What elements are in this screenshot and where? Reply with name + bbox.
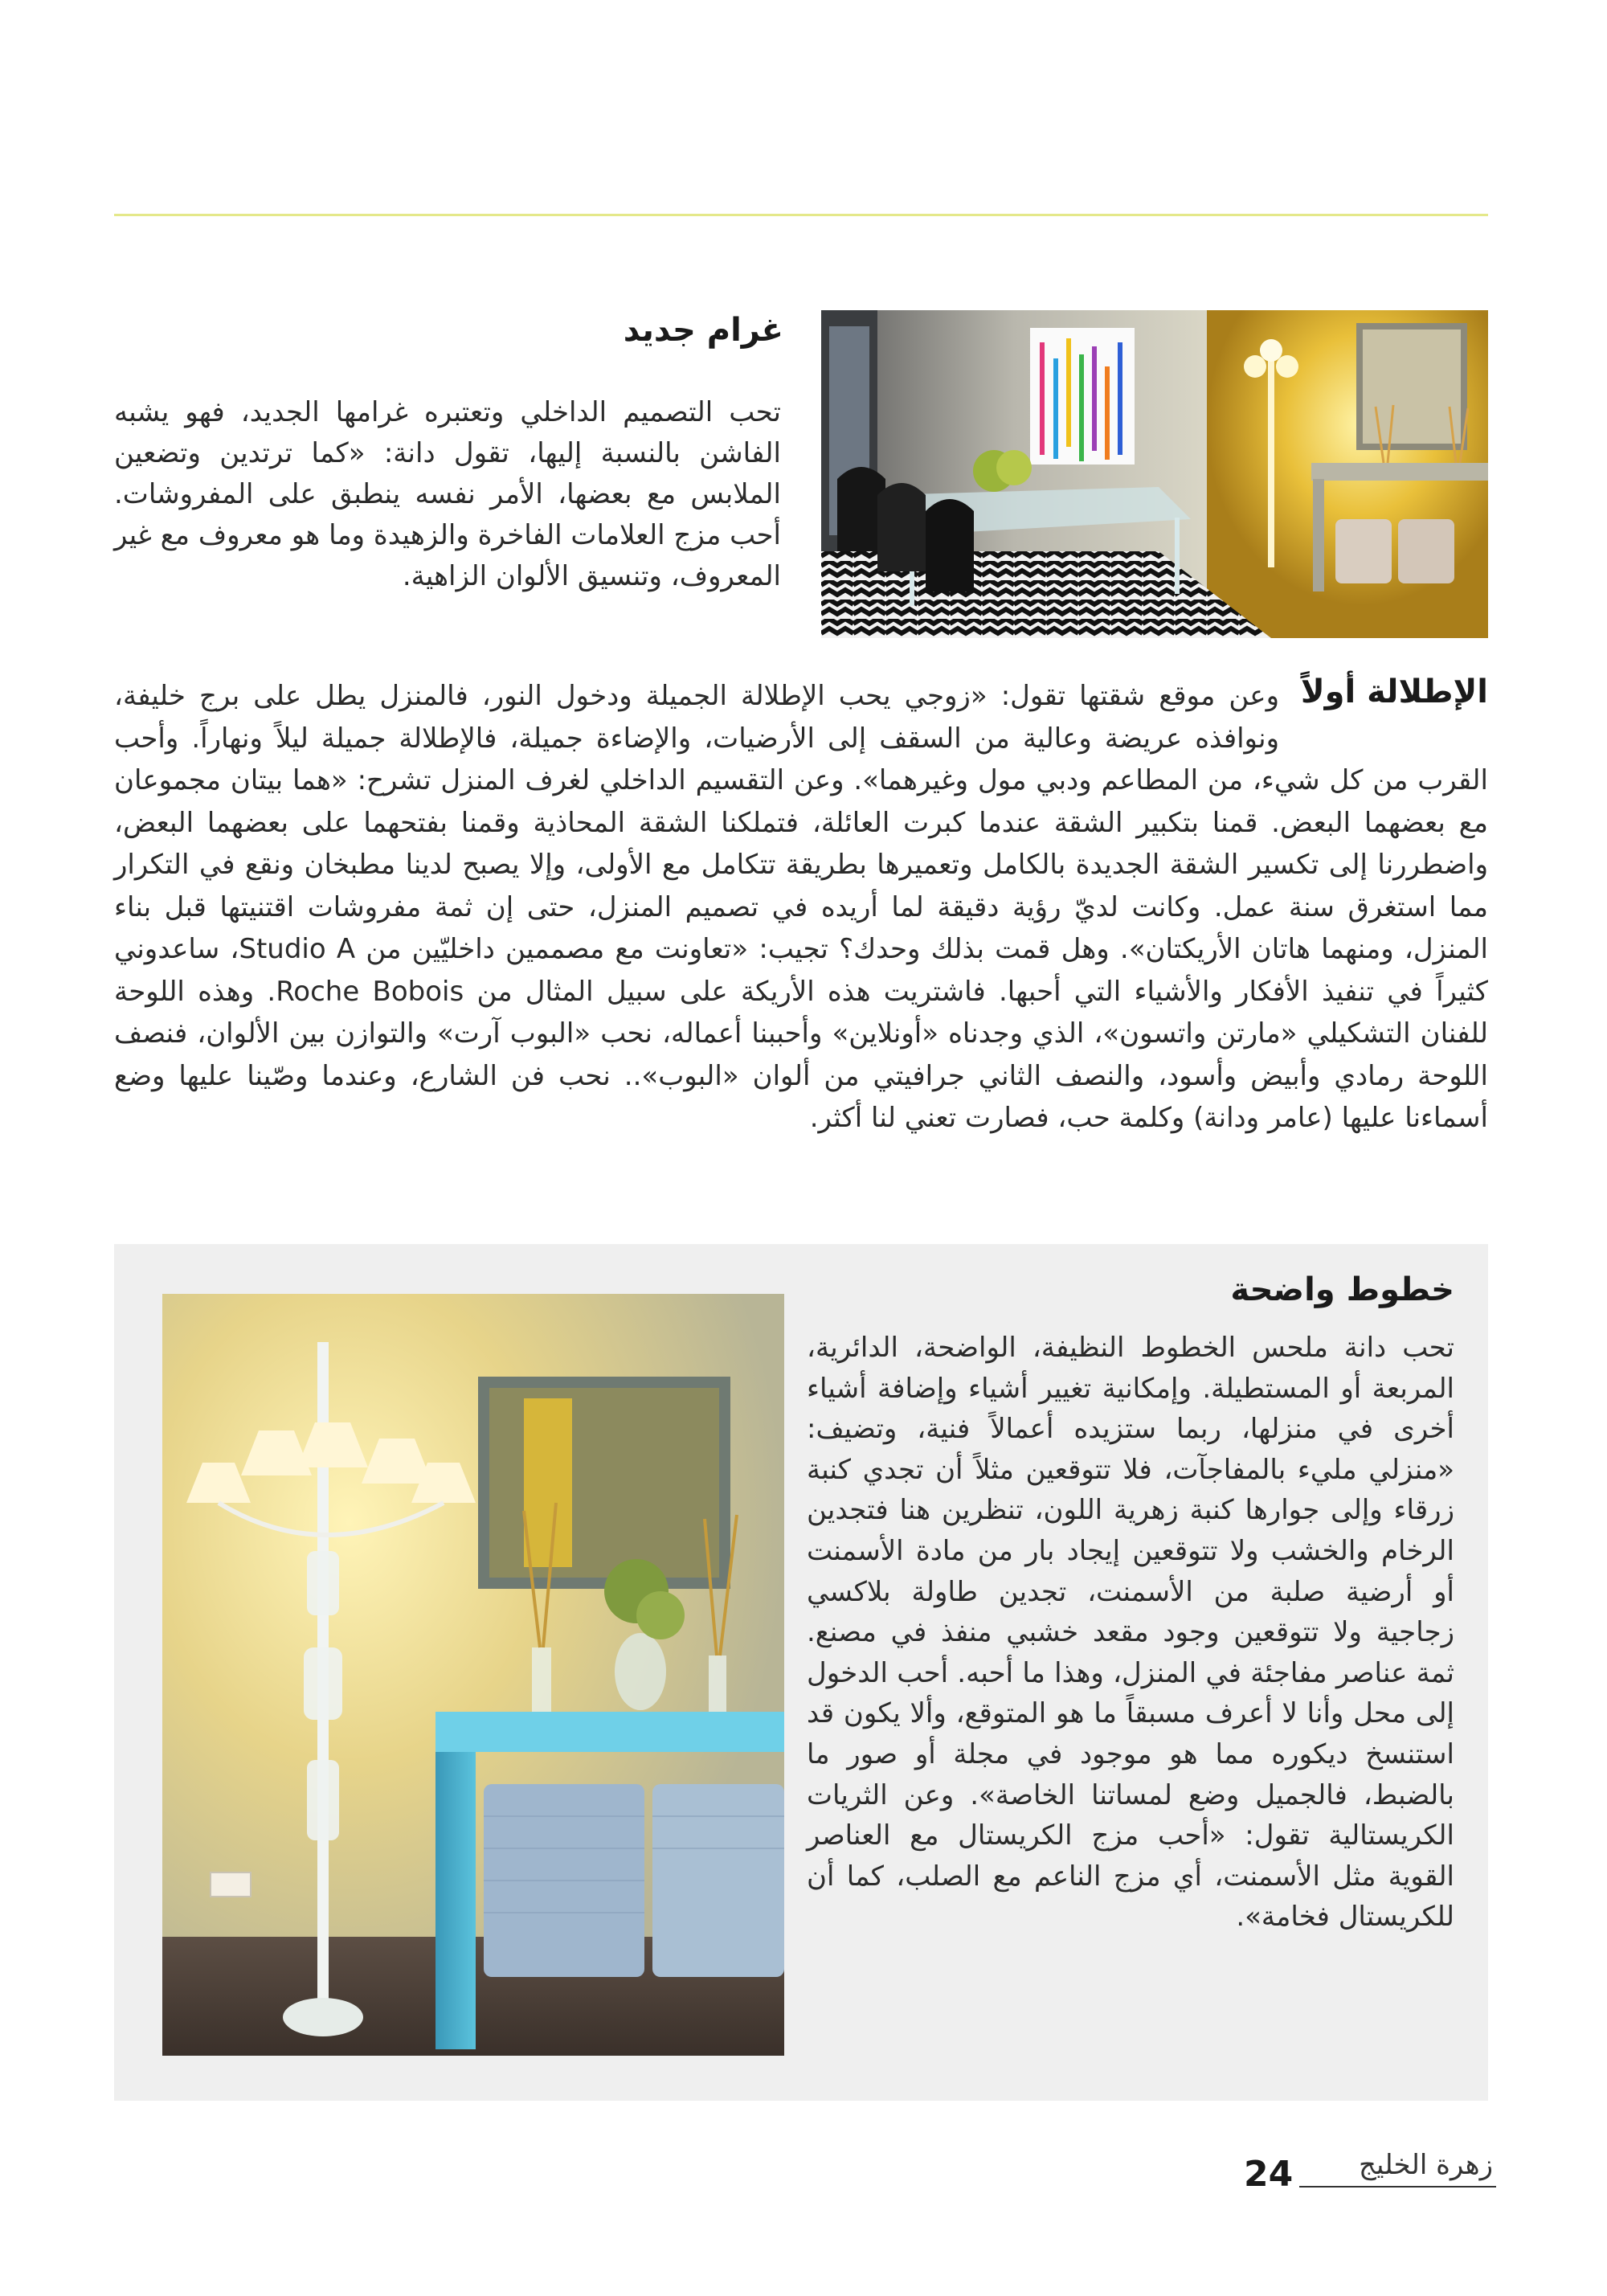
clear-lines-paragraph: تحب دانة ملحس الخطوط النظيفة، الواضحة، الدائرية، المربعة أو المستطيلة. وإمكانية تغيير أشياء وإضافة أشياء أخرى في منزلها، ربما ستزيده أعمالاً فنية، وتضيف: «منزلي مليء بالمفاجآت، فلا تتوقعين مثلاً أن تجدي كنبة زرقاء وإلى جوارها كنبة زهرية اللون، تنظرين هنا فتجدين الرخام والخشب ولا تتوقعين إيجاد بار من مادة الأسمنت أو أرضية صلبة من الأسمنت، تجدين طاولة بلاكسي زجاجية ولا تتوقعين وجود مقعد خشبي منفذ في مصنع. ثمة عناصر مفاجئة في المنزل، وهذا ما أحبه. أحب الدخول إلى محل وأنا لا أعرف مسبقاً ما هو المتوقع، وألا يكون قد استنسخ ديكوره مما هو موجود في مجلة أو صور ما بالضبط، فالجميل وضع لمساتنا الخاصة». وعن الثريات الكريستالية تقول: «أحب مزج الكريستال مع العناصر القوية مثل الأسمنت، أي مزج الناعم مع الصلب، كما أن للكريستال فخامة». <box>807 1332 1454 1934</box>
dining-room-photo <box>821 310 1488 638</box>
section-heading-clear-lines: خطوط واضحة <box>1230 1271 1454 1308</box>
footer-rule <box>1299 2186 1496 2188</box>
view-paragraph <box>114 675 1488 1140</box>
section-heading-view-first: الإطلالة أولاً <box>1300 673 1488 710</box>
chandelier-console-photo <box>162 1294 784 2056</box>
view-paragraph-text: وعن موقع شقتها تقول: «زوجي يحب الإطلالة الجميلة ودخول النور، فالمنزل يطل على برج خليفة، ونوافذه عريضة وعالية من السقف إلى الأرضيات، والإضاءة جميلة، فالإطلالة جميلة ليلاً ونهاراً. وأحب القرب من كل شيء، من المطاعم ودبي مول وغيرهما». وعن التقسيم الداخلي لغرف المنزل تشرح: «هما بيتان مجموعان مع بعضهما البعض. قمنا بتكبير الشقة عندما كبرت العائلة، فتملكنا الشقة المحاذية وقمنا بفتحهما على بعضهما البعض، واضطررنا إلى تكسير الشقة الجديدة بالكامل وتعميرها بطريقة تتكامل مع الأولى، وإلا يصبح لدينا مطبخان ونقع في التكرار مما استغرق سنة عمل. وكانت لديّ رؤية دقيقة لما أريده في تصميم المنزل، حتى إن ثمة مفروشات اقتنيتها قبل بناء المنزل، ومنهما هاتان الأريكتان». وهل قمت بذلك وحدك؟ تجيب: «تعاونت مع مصممين داخليّين من Studio A، ساعدوني كثيراً في تنفيذ الأفكار والأشياء التي أحبها. فاشتريت هذه الأريكة على سبيل المثال من Roche Bobois. وهذه اللوحة للفنان التشكيلي «مارتن واتسون»، الذي وجدناه «أونلاين» وأحببنا أعماله، نحب «البوب آرت» والتوازن بين الألوان، فنصف اللوحة رمادي وأبيض وأسود، والنصف الثاني جرافيتي من ألوان «البوب».. نحب فن الشارع، وعندما وصّينا عليها وضع أسماءنا عليها (عامر ودانة) وكلمة حب، فصارت تعني لنا أكثر. <box>114 680 1488 1134</box>
top-accent-rule <box>114 214 1488 216</box>
clear-lines-box <box>114 1244 1488 2101</box>
magazine-name: زهرة الخليج <box>1359 2149 1493 2181</box>
section-heading-new-passion: غرام جديد <box>623 312 783 349</box>
heading-spacer <box>1279 675 1488 755</box>
page-number: 24 <box>1244 2154 1294 2195</box>
intro-paragraph: تحب التصميم الداخلي وتعتبره غرامها الجديد، فهو يشبه الفاشن بالنسبة إليها، تقول دانة: «كما ترتدين وتضعين الملابس مع بعضها، الأمر نفسه ينطبق على المفروشات. أحب مزج العلامات الفاخرة والزهيدة وما هو معروف مع غير المعروف، وتنسيق الألوان الزاهية. <box>114 396 781 592</box>
